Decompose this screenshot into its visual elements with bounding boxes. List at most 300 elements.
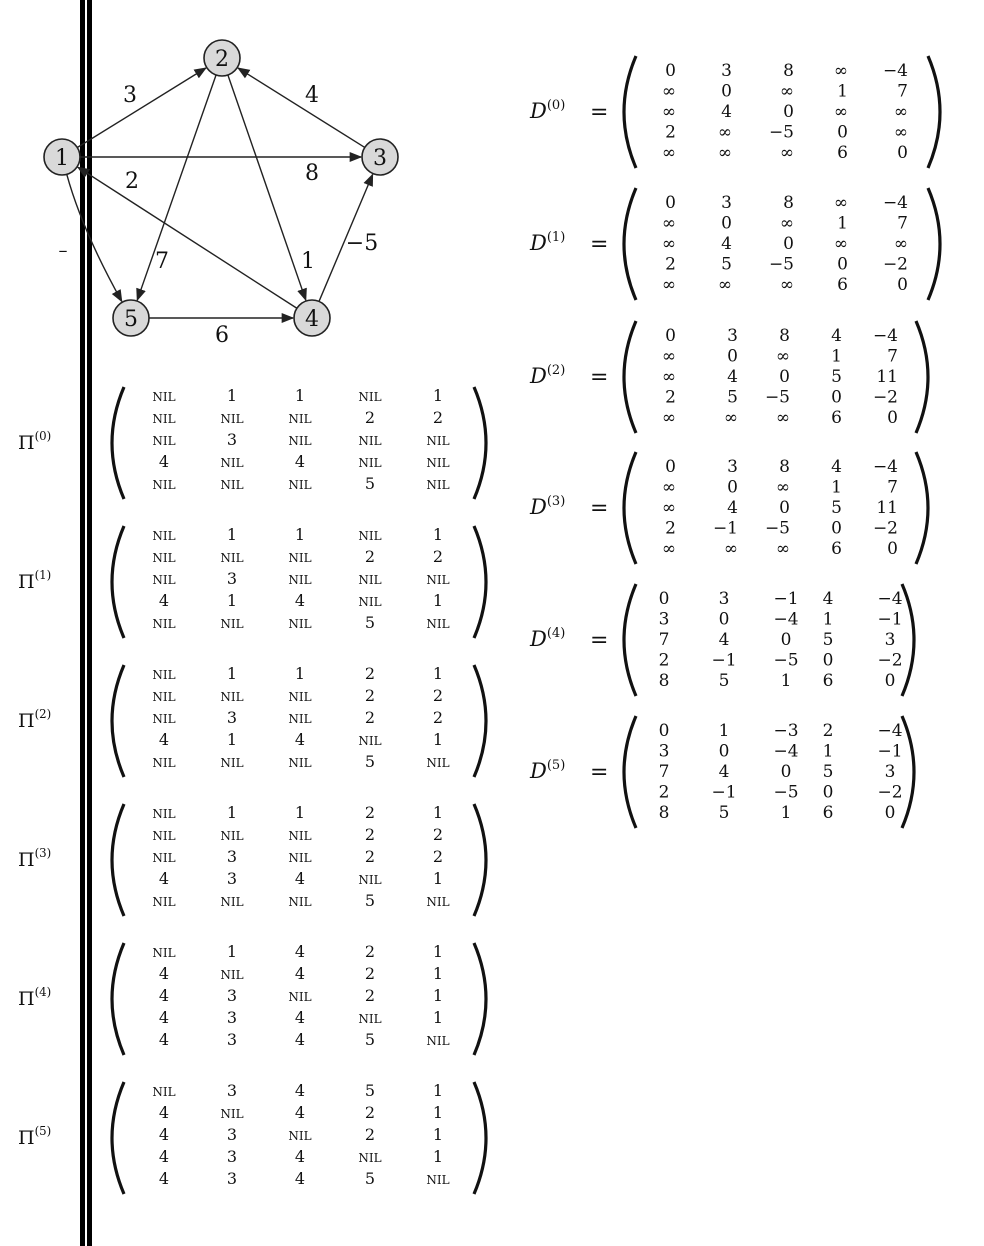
matrix-cell: 5 [727, 387, 738, 408]
matrix-cell: ∞ [833, 61, 848, 81]
matrix-cell: 5 [822, 630, 834, 650]
matrix-cell: 0 [721, 213, 732, 234]
matrix-cell: −2 [877, 782, 903, 803]
matrix-cell: NIL [220, 412, 244, 426]
matrix-cell: NIL [358, 434, 382, 448]
matrix-cell: 0 [727, 477, 738, 498]
matrix-cell: 0 [783, 234, 794, 254]
matrix-cell: NIL [288, 573, 312, 587]
right-paren-pi-4 [474, 943, 486, 1055]
matrix-cell: 3 [226, 1147, 238, 1166]
matrix-cell: 4 [294, 1030, 306, 1049]
matrix-cell: 2 [432, 686, 444, 705]
matrix-cell: 2 [665, 122, 676, 143]
matrix-cell: 3 [884, 762, 896, 782]
matrix-cell: 1 [432, 664, 444, 683]
matrix-cell: −2 [872, 518, 898, 539]
graph-node-label-4: 4 [305, 307, 319, 332]
matrix-cell: NIL [288, 851, 312, 865]
matrix-cell: ∞ [893, 234, 908, 254]
left-paren-pi-1 [112, 526, 124, 638]
matrix-cell: −4 [773, 609, 799, 630]
matrix-cell: ∞ [661, 102, 676, 122]
matrix-pi-3 [18, 803, 486, 916]
matrix-d-4 [529, 584, 914, 696]
matrix-cell: NIL [358, 1151, 382, 1165]
matrix-cell: 5 [364, 1081, 376, 1100]
matrix-cell: ∞ [775, 539, 790, 559]
matrix-cell: 2 [364, 825, 376, 844]
matrix-cell: 8 [779, 326, 790, 346]
matrix-cell: NIL [220, 968, 244, 982]
matrix-cell: NIL [358, 573, 382, 587]
matrix-cell: NIL [220, 456, 244, 470]
matrix-cell: 3 [226, 847, 238, 866]
matrix-label-d-3: $D^{(3)}$ [530, 494, 566, 519]
matrix-cell: 5 [364, 891, 376, 910]
matrix-cell: 2 [432, 408, 444, 427]
matrix-cell: 4 [294, 1008, 306, 1027]
matrix-cell: ∞ [717, 275, 732, 295]
matrix-cell: −1 [877, 741, 903, 762]
right-paren-d-1 [928, 188, 940, 300]
matrix-cell: 4 [158, 1008, 170, 1027]
matrix-pi-0 [18, 386, 486, 499]
matrix-cell: 4 [294, 730, 306, 749]
matrix-cell: ∞ [661, 477, 676, 498]
matrix-cell: 4 [294, 1169, 306, 1188]
matrix-cell: −2 [882, 254, 908, 275]
matrix-cell: NIL [220, 690, 244, 704]
matrix-cell: 4 [158, 1103, 170, 1122]
matrix-cell: 6 [837, 143, 848, 163]
matrix-cell: 4 [294, 964, 306, 983]
edge-weight-2-5: 7 [155, 249, 169, 274]
matrix-cell: ∞ [893, 102, 908, 122]
matrix-pi-5 [18, 1081, 486, 1194]
matrix-cell: 1 [226, 386, 238, 405]
matrix-cell: 2 [364, 547, 376, 566]
matrix-cell: 5 [718, 803, 730, 823]
matrix-cell: NIL [358, 1012, 382, 1026]
matrix-cell: 2 [432, 847, 444, 866]
matrix-cell: NIL [358, 873, 382, 887]
matrix-cell: 3 [727, 457, 738, 477]
matrix-cell: NIL [288, 756, 312, 770]
matrix-cell: 2 [432, 825, 444, 844]
equals-sign-d-1: = [590, 232, 609, 257]
matrix-cell: NIL [288, 478, 312, 492]
matrix-cell: ∞ [661, 81, 676, 102]
matrix-cell: 3 [226, 708, 238, 727]
matrix-cell: 4 [294, 869, 306, 888]
matrix-cell: 1 [432, 1081, 444, 1100]
matrix-cell: 5 [364, 613, 376, 632]
matrix-cell: 0 [779, 367, 790, 387]
matrix-cell: 0 [665, 61, 676, 81]
matrix-cell: 2 [665, 518, 676, 539]
matrix-cell: 0 [658, 589, 670, 609]
matrix-cell: 4 [727, 367, 738, 387]
matrix-cell: ∞ [661, 275, 676, 295]
matrix-cell: 1 [294, 386, 306, 405]
matrix-label-pi-3: $\Pi^{(3)}$ [18, 846, 52, 871]
matrix-cell: 4 [158, 1147, 170, 1166]
matrix-cell: 4 [727, 498, 738, 518]
matrix-cell: 11 [876, 498, 898, 518]
edge-weight-4-3: −5 [345, 231, 379, 256]
matrix-cell: NIL [152, 829, 176, 843]
matrix-cell: −5 [764, 387, 790, 408]
matrix-label-d-0: $D^{(0)}$ [530, 98, 566, 123]
matrix-cell: 2 [665, 387, 676, 408]
matrix-cell: 3 [226, 569, 238, 588]
matrix-cell: NIL [152, 1085, 176, 1099]
matrix-cell: NIL [220, 551, 244, 565]
matrix-cell: NIL [426, 456, 450, 470]
left-paren-d-3 [624, 452, 636, 564]
matrix-cell: 3 [226, 1081, 238, 1100]
matrix-cell: ∞ [717, 143, 732, 163]
matrix-label-d-4: $D^{(4)}$ [530, 626, 566, 651]
matrix-cell: 4 [158, 986, 170, 1005]
edge-weight-4-1: 2 [125, 169, 139, 194]
matrix-cell: NIL [288, 690, 312, 704]
matrix-cell: 0 [780, 630, 792, 650]
matrix-cell: 1 [780, 671, 792, 691]
matrix-cell: −3 [773, 721, 799, 741]
matrix-cell: 0 [831, 518, 842, 539]
matrix-cell: 4 [831, 457, 842, 477]
right-paren-d-4 [902, 584, 914, 696]
matrix-cell: 2 [364, 986, 376, 1005]
matrix-cell: 2 [658, 782, 670, 803]
matrix-cell: 1 [837, 81, 848, 102]
right-paren-pi-3 [474, 804, 486, 916]
matrix-d-0 [529, 56, 940, 168]
matrix-d-5 [529, 716, 914, 828]
matrix-cell: ∞ [833, 234, 848, 254]
matrix-cell: NIL [426, 434, 450, 448]
matrix-cell: 2 [364, 847, 376, 866]
matrix-cell: NIL [426, 478, 450, 492]
matrix-cell: 2 [364, 708, 376, 727]
left-paren-d-0 [624, 56, 636, 168]
matrix-cell: ∞ [661, 346, 676, 367]
matrix-cell: 8 [658, 671, 670, 691]
right-paren-d-0 [928, 56, 940, 168]
matrix-cell: 4 [158, 452, 170, 471]
left-paren-pi-4 [112, 943, 124, 1055]
matrix-cell: 1 [226, 803, 238, 822]
matrix-cell: NIL [426, 1034, 450, 1048]
matrix-cell: 1 [226, 942, 238, 961]
matrix-cell: ∞ [775, 477, 790, 498]
matrix-cell: NIL [152, 690, 176, 704]
matrix-cell: 0 [665, 326, 676, 346]
matrix-cell: 2 [364, 942, 376, 961]
matrix-cell: 2 [364, 686, 376, 705]
matrix-cell: 3 [658, 741, 670, 762]
matrix-pi-2 [18, 664, 486, 777]
matrix-cell: 0 [779, 498, 790, 518]
matrix-cell: −5 [768, 122, 794, 143]
distance-matrices [529, 56, 940, 828]
matrix-cell: 2 [432, 547, 444, 566]
matrix-cell: 6 [831, 408, 842, 428]
matrix-cell: 5 [364, 752, 376, 771]
matrix-cell: 4 [158, 964, 170, 983]
matrix-cell: NIL [358, 529, 382, 543]
matrix-cell: ∞ [661, 498, 676, 518]
left-paren-d-1 [624, 188, 636, 300]
edge-2-5 [137, 75, 216, 300]
matrix-cell: 1 [432, 986, 444, 1005]
matrix-cell: 0 [884, 803, 896, 823]
matrix-cell: 0 [897, 275, 908, 295]
matrix-cell: NIL [358, 595, 382, 609]
matrix-cell: 0 [822, 782, 834, 803]
stray-dash: – [58, 240, 68, 261]
matrix-cell: 4 [718, 630, 730, 650]
matrix-cell: 2 [364, 664, 376, 683]
matrix-cell: 6 [831, 539, 842, 559]
matrix-cell: −4 [882, 61, 908, 81]
matrix-cell: 1 [226, 730, 238, 749]
matrix-cell: 1 [822, 741, 834, 762]
left-paren-d-5 [624, 716, 636, 828]
matrix-cell: ∞ [779, 81, 794, 102]
left-paren-pi-5 [112, 1082, 124, 1194]
matrix-cell: NIL [152, 946, 176, 960]
matrix-cell: −4 [872, 457, 898, 477]
matrix-cell: 1 [294, 525, 306, 544]
matrix-cell: 3 [718, 589, 730, 609]
matrix-cell: 7 [658, 762, 670, 782]
right-paren-pi-1 [474, 526, 486, 638]
matrix-cell: ∞ [779, 275, 794, 295]
matrix-cell: 1 [294, 664, 306, 683]
right-paren-pi-2 [474, 665, 486, 777]
matrix-cell: 4 [822, 589, 834, 609]
matrix-cell: ∞ [775, 346, 790, 367]
matrix-cell: 0 [783, 102, 794, 122]
matrix-cell: −5 [764, 518, 790, 539]
matrix-cell: 2 [364, 408, 376, 427]
right-paren-pi-5 [474, 1082, 486, 1194]
matrix-cell: 2 [364, 1125, 376, 1144]
matrix-cell: NIL [358, 456, 382, 470]
matrix-cell: −1 [712, 518, 738, 539]
matrix-cell: −4 [872, 326, 898, 346]
matrix-cell: NIL [288, 412, 312, 426]
matrix-label-pi-5: $\Pi^{(5)}$ [18, 1124, 52, 1149]
matrix-cell: 6 [837, 275, 848, 295]
matrix-cell: NIL [288, 829, 312, 843]
matrix-cell: 1 [831, 477, 842, 498]
edge-4-1 [78, 167, 297, 308]
matrix-cell: 3 [226, 1169, 238, 1188]
matrix-cell: NIL [220, 895, 244, 909]
matrix-cell: 0 [727, 346, 738, 367]
matrix-label-d-1: $D^{(1)}$ [530, 230, 566, 255]
matrix-cell: 4 [158, 1030, 170, 1049]
left-paren-pi-3 [112, 804, 124, 916]
matrix-cell: 3 [721, 61, 732, 81]
matrix-cell: NIL [358, 390, 382, 404]
equals-sign-d-3: = [590, 496, 609, 521]
matrix-cell: 4 [294, 942, 306, 961]
matrix-cell: 1 [226, 591, 238, 610]
matrix-cell: 7 [887, 346, 898, 367]
matrix-cell: NIL [152, 617, 176, 631]
edge-weight-3-2: 4 [305, 83, 319, 108]
edge-1-2 [77, 68, 206, 148]
matrix-cell: 3 [727, 326, 738, 346]
edge-weight-5-4: 6 [215, 323, 229, 348]
edge-weight-2-4: 1 [301, 249, 315, 274]
matrix-cell: NIL [288, 895, 312, 909]
matrix-cell: NIL [426, 573, 450, 587]
matrix-cell: NIL [288, 551, 312, 565]
edge-1-5 [67, 174, 122, 301]
matrix-cell: 8 [779, 457, 790, 477]
matrix-cell: 1 [718, 721, 730, 741]
matrix-cell: 3 [721, 193, 732, 213]
matrix-cell: ∞ [723, 539, 738, 559]
matrix-cell: ∞ [775, 408, 790, 428]
matrix-cell: ∞ [779, 213, 794, 234]
matrix-cell: −2 [872, 387, 898, 408]
matrix-cell: 3 [884, 630, 896, 650]
matrix-cell: 3 [226, 869, 238, 888]
matrix-pi-4 [18, 942, 486, 1055]
right-paren-d-2 [916, 321, 928, 433]
matrix-cell: 8 [783, 61, 794, 81]
matrix-cell: NIL [220, 756, 244, 770]
right-paren-pi-0 [474, 387, 486, 499]
matrix-cell: 2 [364, 964, 376, 983]
matrix-cell: −4 [773, 741, 799, 762]
matrix-cell: 4 [294, 1081, 306, 1100]
matrix-cell: NIL [426, 1173, 450, 1187]
matrix-cell: NIL [288, 990, 312, 1004]
matrix-cell: 0 [897, 143, 908, 163]
matrix-cell: NIL [152, 529, 176, 543]
matrix-cell: ∞ [661, 539, 676, 559]
left-paren-d-2 [624, 321, 636, 433]
matrix-cell: 4 [294, 452, 306, 471]
matrix-cell: NIL [152, 851, 176, 865]
matrix-cell: NIL [152, 412, 176, 426]
matrix-cell: 1 [226, 525, 238, 544]
matrix-cell: 5 [364, 1169, 376, 1188]
matrix-cell: NIL [152, 895, 176, 909]
matrix-cell: −2 [877, 650, 903, 671]
matrix-cell: 0 [887, 539, 898, 559]
matrix-cell: 1 [780, 803, 792, 823]
equals-sign-d-2: = [590, 365, 609, 390]
matrix-cell: 4 [721, 234, 732, 254]
matrix-cell: 0 [887, 408, 898, 428]
matrix-cell: NIL [220, 478, 244, 492]
graph-node-label-3: 3 [373, 146, 387, 171]
matrix-cell: NIL [152, 390, 176, 404]
matrix-cell: 1 [432, 942, 444, 961]
matrix-cell: NIL [288, 434, 312, 448]
matrix-cell: 1 [831, 346, 842, 367]
matrix-cell: 5 [831, 367, 842, 387]
matrix-cell: NIL [152, 478, 176, 492]
matrix-cell: NIL [152, 668, 176, 682]
matrix-cell: 4 [158, 730, 170, 749]
matrix-cell: 1 [432, 1103, 444, 1122]
matrix-label-pi-0: $\Pi^{(0)}$ [18, 429, 52, 454]
matrix-cell: 4 [294, 591, 306, 610]
matrix-cell: −4 [882, 193, 908, 213]
matrix-cell: 3 [226, 1008, 238, 1027]
matrix-cell: −4 [877, 589, 903, 609]
matrix-cell: 7 [658, 630, 670, 650]
matrix-cell: ∞ [661, 367, 676, 387]
matrix-cell: 4 [158, 591, 170, 610]
edge-2-4 [228, 75, 306, 300]
matrix-cell: 8 [658, 803, 670, 823]
matrix-cell: 5 [822, 762, 834, 782]
matrix-cell: 1 [432, 1125, 444, 1144]
left-paren-pi-2 [112, 665, 124, 777]
matrix-cell: 2 [364, 803, 376, 822]
matrix-cell: 1 [432, 591, 444, 610]
matrix-cell: 4 [158, 1125, 170, 1144]
matrix-cell: 1 [837, 213, 848, 234]
matrix-cell: 5 [831, 498, 842, 518]
matrix-cell: NIL [358, 734, 382, 748]
matrix-cell: 3 [226, 1125, 238, 1144]
matrix-cell: 1 [432, 730, 444, 749]
matrix-cell: 0 [884, 671, 896, 691]
matrix-d-3 [529, 452, 928, 564]
matrix-cell: −5 [773, 650, 799, 671]
matrix-label-pi-4: $\Pi^{(4)}$ [18, 985, 52, 1010]
matrix-cell: 4 [718, 762, 730, 782]
matrix-cell: 1 [432, 525, 444, 544]
matrix-cell: 4 [294, 1103, 306, 1122]
matrix-label-d-5: $D^{(5)}$ [530, 758, 566, 783]
matrix-cell: 0 [665, 457, 676, 477]
matrix-cell: NIL [152, 807, 176, 821]
equals-sign-d-0: = [590, 100, 609, 125]
matrix-cell: NIL [152, 573, 176, 587]
matrix-cell: ∞ [893, 122, 908, 143]
matrix-cell: 1 [432, 1147, 444, 1166]
matrix-cell: NIL [220, 829, 244, 843]
matrix-cell: 1 [226, 664, 238, 683]
matrix-cell: −1 [711, 650, 737, 671]
matrix-cell: 2 [658, 650, 670, 671]
predecessor-matrices [18, 386, 486, 1194]
matrix-cell: 7 [897, 81, 908, 102]
matrix-cell: 4 [721, 102, 732, 122]
graph-node-label-1: 1 [55, 146, 69, 171]
matrix-cell: 1 [294, 803, 306, 822]
matrix-cell: 5 [364, 1030, 376, 1049]
matrix-cell: 1 [432, 803, 444, 822]
matrix-cell: 4 [294, 1147, 306, 1166]
matrix-cell: 6 [822, 803, 834, 823]
matrix-cell: 0 [721, 81, 732, 102]
matrix-cell: 3 [226, 430, 238, 449]
